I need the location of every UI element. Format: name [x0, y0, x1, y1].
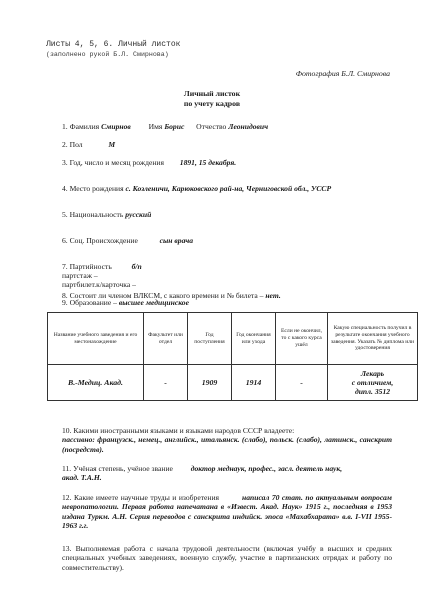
birthdate-label: 3. Год, число и месяц рождения: [62, 158, 164, 167]
nationality-value: русский: [125, 210, 152, 219]
degree-value-cont: акад. Т.А.Н.: [62, 473, 102, 483]
works-label: 12. Какие имеете научные труды и изобретения: [62, 493, 220, 502]
patronymic-label: Отчество: [196, 122, 227, 131]
languages-value: пассивно: французск., немец., английск., итальянск. (слабо), польск. (слабо), латинск., санскрит (посредств).: [62, 435, 392, 454]
header-year-out: Год окончания или ухода: [232, 313, 276, 365]
cell-institution: В.-Медиц. Акад.: [48, 365, 144, 401]
origin-value: сын врача: [159, 236, 194, 245]
birthdate-value: 1891, 15 декабря.: [179, 158, 237, 167]
cell-year-in: 1909: [188, 365, 232, 401]
surname-label: 1. Фамилия: [62, 122, 100, 131]
origin-label: 6. Соц. Происхождение: [62, 236, 138, 245]
document-title: Листы 4, 5, 6. Личный листок: [46, 40, 181, 49]
field-languages: [62, 426, 392, 454]
party-tenure: партстаж –: [62, 271, 98, 280]
field-name-row: [62, 122, 396, 131]
name-label: Имя: [148, 122, 163, 131]
field-work-history: 13. Выполняемая работа с начала трудовой деятельности (включая учёбу в высших и средних специальных учебных заведениях, военную службу, участие в партизанских отрядах и работу по совместительству).: [62, 544, 392, 572]
field-origin-row: [62, 236, 396, 245]
field-nationality-row: [62, 210, 396, 219]
education-value: высшее медицинское: [118, 298, 189, 307]
party-label: 7. Партийность: [62, 262, 112, 271]
document-subtitle: (заполнено рукой Б.Л. Смирнова): [46, 51, 169, 58]
cell-specialty: [328, 365, 418, 401]
sex-value: М: [108, 140, 116, 149]
field-degree: [62, 464, 392, 483]
cell-year-out: 1914: [232, 365, 276, 401]
patronymic-value: Леонидович: [228, 122, 269, 131]
field-birthplace-row: [62, 184, 396, 193]
name-value: Борис: [164, 122, 185, 131]
field-works: [62, 493, 392, 531]
specialty-line-2: с отличием,: [351, 377, 394, 387]
works-value-cont: вопросам невропатологии. Первая работа напечатана в «Извест. Акад. Наук» 1915 г., последняя в 1953 издана Туркм. А.Н. Серия переводов с санскрита индийск. эпоса «Махабхарата» в.в. I-VII 1955-1963 г.г.: [62, 493, 392, 531]
degree-value: доктор меднаук, профес., засл. деятель наук,: [190, 464, 343, 473]
form-title: Личный листок: [183, 89, 241, 98]
languages-label: 10. Какими иностранными языками и языками народов СССР владеете:: [62, 426, 295, 435]
birthplace-value: с. Козленичи, Карюковского рай-на, Черниговской обл., УССР: [125, 184, 332, 193]
header-faculty: Факультет или отдел: [144, 313, 188, 365]
sex-label: 2. Пол: [62, 140, 83, 149]
cell-faculty: -: [144, 365, 188, 401]
photo-caption: Фотография Б.Л. Смирнова: [295, 69, 390, 78]
form-subtitle: по учету кадров: [183, 99, 241, 108]
field-birthdate-row: [62, 158, 396, 167]
vlksm-label: 8. Состоит ли членом ВЛКСМ, с какого времени и № билета –: [62, 291, 264, 300]
field-education-row: [62, 298, 396, 307]
degree-label: 11. Учёная степень, учёное звание: [62, 464, 173, 473]
works-value: написал 70 стат. по актуальным: [242, 493, 359, 502]
education-label: 9. Образование –: [62, 298, 117, 307]
field-sex-row: [62, 140, 396, 149]
surname-value: Смирнов: [101, 122, 131, 131]
party-card: партбилет.к/карточка –: [62, 280, 136, 289]
header-year-in: Год поступления: [188, 313, 232, 365]
header-course-left: Если не окончил, то с какого курса ушёл: [276, 313, 328, 365]
specialty-line-1: Лекарь: [360, 368, 385, 378]
header-specialty: Какую специальность получил в результате окончания учебного заведения. Указать № диплома или удостоверения: [328, 313, 418, 365]
cell-course-left: -: [276, 365, 328, 401]
education-table: [47, 312, 418, 401]
party-value: б/п: [131, 262, 142, 271]
vlksm-value: нет.: [265, 291, 281, 300]
specialty-line-3: дипл. 3512: [354, 387, 391, 397]
header-institution: Название учебного заведения и его местонахождение: [48, 313, 144, 365]
birthplace-label: 4. Место рождения: [62, 184, 124, 193]
nationality-label: 5. Национальность: [62, 210, 124, 219]
table-header-row: [48, 313, 418, 365]
table-row: [48, 365, 418, 401]
